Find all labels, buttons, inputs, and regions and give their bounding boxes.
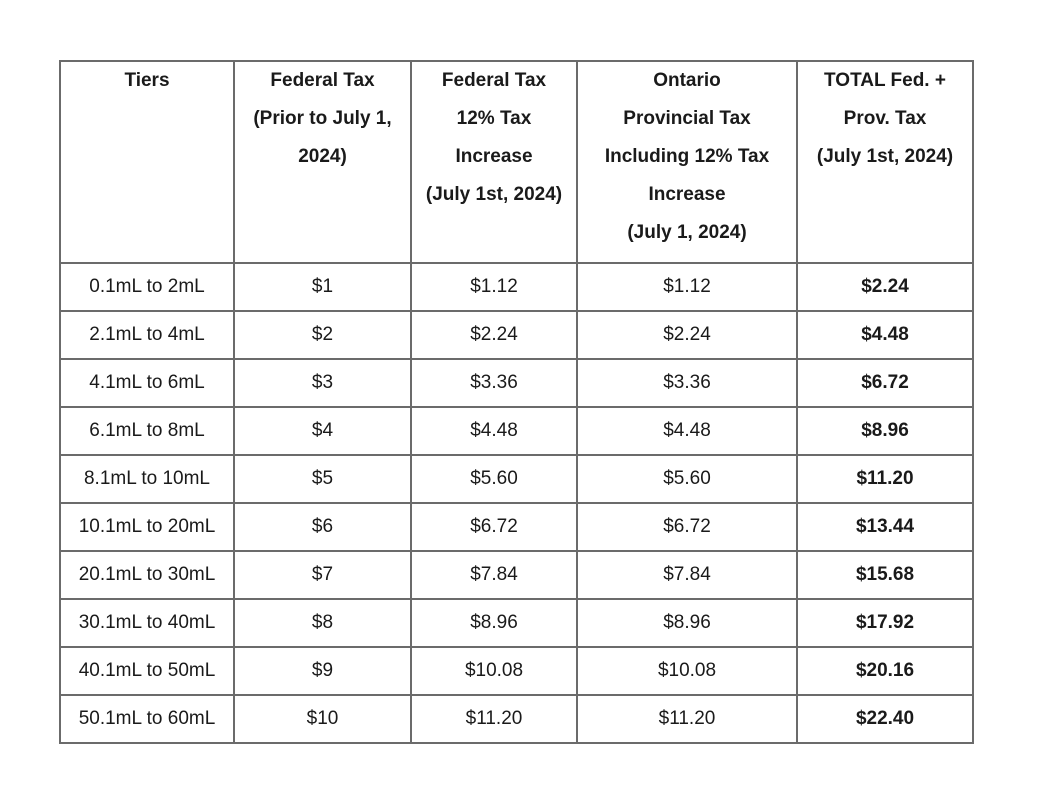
header-line: Federal Tax [441, 70, 547, 91]
cell-total: $6.72 [797, 359, 973, 407]
cell-total: $13.44 [797, 503, 973, 551]
cell-total: $17.92 [797, 599, 973, 647]
cell-total: $20.16 [797, 647, 973, 695]
cell-federal-increase: $7.84 [411, 551, 577, 599]
cell-tier: 50.1mL to 60mL [60, 695, 234, 743]
cell-ontario: $4.48 [577, 407, 797, 455]
header-line: (July 1, 2024) [627, 222, 747, 243]
cell-federal-increase: $4.48 [411, 407, 577, 455]
cell-tier: 8.1mL to 10mL [60, 455, 234, 503]
cell-federal-increase: $8.96 [411, 599, 577, 647]
cell-federal-prior: $7 [234, 551, 411, 599]
cell-ontario: $2.24 [577, 311, 797, 359]
cell-federal-increase: $2.24 [411, 311, 577, 359]
cell-tier: 2.1mL to 4mL [60, 311, 234, 359]
header-federal-increase [411, 61, 577, 263]
header-ontario [577, 61, 797, 263]
header-line: 2024) [298, 146, 347, 167]
header-line: Including 12% Tax [604, 146, 770, 167]
table-row [60, 263, 973, 311]
table-body [60, 263, 973, 743]
table-row [60, 551, 973, 599]
cell-ontario: $8.96 [577, 599, 797, 647]
cell-federal-increase: $11.20 [411, 695, 577, 743]
cell-federal-prior: $2 [234, 311, 411, 359]
cell-tier: 6.1mL to 8mL [60, 407, 234, 455]
table-header-row [60, 61, 973, 263]
cell-federal-increase: $10.08 [411, 647, 577, 695]
cell-ontario: $6.72 [577, 503, 797, 551]
table-row [60, 503, 973, 551]
table-row [60, 407, 973, 455]
cell-federal-prior: $6 [234, 503, 411, 551]
cell-federal-prior: $8 [234, 599, 411, 647]
cell-federal-increase: $3.36 [411, 359, 577, 407]
header-line: Increase [455, 146, 533, 167]
cell-tier: 0.1mL to 2mL [60, 263, 234, 311]
cell-federal-increase: $5.60 [411, 455, 577, 503]
cell-federal-increase: $6.72 [411, 503, 577, 551]
cell-federal-increase: $1.12 [411, 263, 577, 311]
cell-ontario: $5.60 [577, 455, 797, 503]
cell-federal-prior: $4 [234, 407, 411, 455]
cell-tier: 10.1mL to 20mL [60, 503, 234, 551]
cell-tier: 40.1mL to 50mL [60, 647, 234, 695]
header-line: Tiers [124, 70, 170, 91]
cell-total: $2.24 [797, 263, 973, 311]
header-line: Prov. Tax [843, 108, 927, 129]
header-line: 12% Tax [456, 108, 532, 129]
cell-federal-prior: $1 [234, 263, 411, 311]
table-row [60, 359, 973, 407]
header-line: Increase [648, 184, 726, 205]
header-line: (Prior to July 1, [253, 108, 392, 129]
cell-ontario: $10.08 [577, 647, 797, 695]
cell-federal-prior: $10 [234, 695, 411, 743]
table-row [60, 695, 973, 743]
cell-total: $11.20 [797, 455, 973, 503]
header-line: Provincial Tax [623, 108, 751, 129]
cell-federal-prior: $5 [234, 455, 411, 503]
table-row [60, 311, 973, 359]
cell-tier: 20.1mL to 30mL [60, 551, 234, 599]
cell-tier: 4.1mL to 6mL [60, 359, 234, 407]
cell-ontario: $1.12 [577, 263, 797, 311]
table-row [60, 455, 973, 503]
header-tiers [60, 61, 234, 263]
cell-federal-prior: $9 [234, 647, 411, 695]
header-line: TOTAL Fed. + [824, 70, 946, 91]
cell-ontario: $11.20 [577, 695, 797, 743]
tax-tier-table [59, 60, 974, 744]
table-row [60, 647, 973, 695]
cell-ontario: $3.36 [577, 359, 797, 407]
header-federal-prior [234, 61, 411, 263]
cell-total: $4.48 [797, 311, 973, 359]
cell-federal-prior: $3 [234, 359, 411, 407]
cell-total: $22.40 [797, 695, 973, 743]
header-line: (July 1st, 2024) [816, 146, 954, 167]
header-line: Federal Tax [270, 70, 375, 91]
cell-total: $15.68 [797, 551, 973, 599]
cell-tier: 30.1mL to 40mL [60, 599, 234, 647]
header-total [797, 61, 973, 263]
table-row [60, 599, 973, 647]
cell-ontario: $7.84 [577, 551, 797, 599]
header-line: Ontario [653, 70, 721, 91]
cell-total: $8.96 [797, 407, 973, 455]
header-line: (July 1st, 2024) [425, 184, 563, 205]
